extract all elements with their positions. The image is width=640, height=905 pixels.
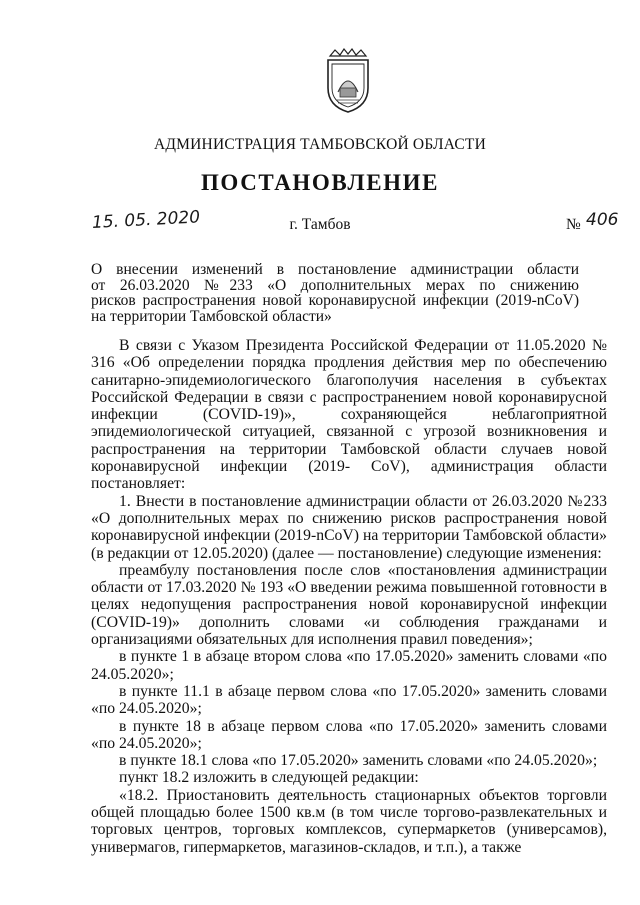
subject-line: на территории Тамбовской области» (91, 307, 332, 325)
body-paragraph: В связи с Указом Президента Российской Федерации от 11.05.2020 № 316 «Об определении порядка продления действия мер по обеспечению санитарно-эпидемиологического благополучия населения в субъектах Российской Федерации в связи с распространением новой коронавирусной инфекции (COVID-19)», сохраняющейся неблагоприятной эпидемиологической ситуацией, связанной с угрозой возникновения и распространения на территории Тамбовской области случаев новой коронавирусной инфекции (2019- CoV), администрация области постановляет: (91, 337, 607, 493)
issue-city: г. Тамбов (289, 216, 351, 233)
subject-line: от 26.03.2020 №233 «О дополнительных мерах по снижению (91, 276, 579, 294)
document-body (91, 337, 607, 856)
body-paragraph: в пункте 1 в абзаце втором слова «по 17.05.2020» заменить словами «по 24.05.2020»; (91, 648, 607, 683)
document-number-label: № (566, 216, 581, 233)
document-type-title: ПОСТАНОВЛЕНИЕ (200, 170, 440, 195)
body-paragraph: «18.2. Приостановить деятельность стационарных объектов торговли общей площадью более 1500 кв.м (в том числе торгово-развлекательных и торговых центров, торговых комплексов, супермаркетов (универсамов), универмагов, гипермаркетов, магазинов-складов, и т.п.), а также (91, 786, 607, 856)
document-subject (91, 262, 579, 324)
body-paragraph: преамбулу постановления после слов «постановления администрации области от 17.03.2020 № 193 «О введении режима повышенной готовности в целях недопущения распространения новой коронавирусной инфекции (COVID-19)» дополнить словами «и соблюдения гражданами и организациями обязательных для исполнения правил поведения»; (91, 561, 607, 649)
body-paragraph: в пункте 11.1 в абзаце первом слова «по 17.05.2020» заменить словами «по 24.05.2020»; (91, 682, 607, 718)
coat-of-arms-emblem (322, 48, 374, 114)
body-paragraph: 1. Внести в постановление администрации области от 26.03.2020 №233 «О дополнительных мерах по снижению рисков распространения новой коронавирусной инфекции (2019-nCoV) на территории Тамбовской области» (в редакции от 12.05.2020) (далее — постановление) следующие изменения: (91, 492, 607, 562)
subject-line: О внесении изменений в постановление администрации области (91, 261, 579, 278)
organization-name: АДМИНИСТРАЦИЯ ТАМБОВСКОЙ ОБЛАСТИ (154, 136, 486, 153)
body-paragraph: пункт 18.2 изложить в следующей редакции: (119, 769, 419, 787)
body-paragraph: в пункте 18.1 слова «по 17.05.2020» заменить словами «по 24.05.2020»; (119, 752, 598, 770)
document-date: 15. 05. 2020 (91, 207, 201, 233)
document-number: 406 (586, 210, 619, 230)
subject-line: рисков распространения новой коронавирусной инфекции (2019-nCoV) (91, 292, 579, 309)
body-paragraph: в пункте 18 в абзаце первом слова «по 17.05.2020» заменить словами «по 24.05.2020»; (91, 717, 607, 752)
